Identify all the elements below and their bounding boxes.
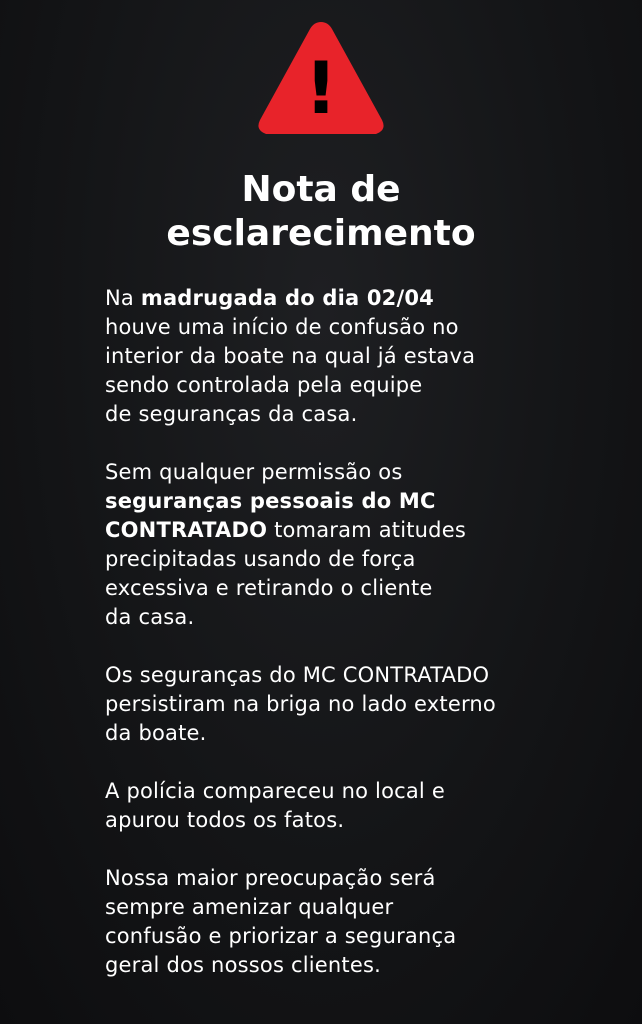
line-text: houve uma início de confusão no xyxy=(105,315,459,339)
statement-paragraph xyxy=(105,458,625,632)
warning-triangle-icon xyxy=(254,16,388,140)
paragraph-line xyxy=(105,313,625,342)
line-text: excessiva e retirando o cliente xyxy=(105,576,433,600)
line-text: de seguranças da casa. xyxy=(105,402,358,426)
statement-paragraph xyxy=(105,777,625,835)
line-text: da boate. xyxy=(105,721,207,745)
paragraph-line xyxy=(105,487,625,516)
line-text: persistiram na briga no lado externo xyxy=(105,692,496,716)
emphasized-text: seguranças pessoais do MC xyxy=(105,489,436,513)
paragraph-line xyxy=(105,574,625,603)
paragraph-line xyxy=(105,951,625,980)
emphasized-text: CONTRATADO xyxy=(105,518,268,542)
statement-paragraph xyxy=(105,864,625,980)
line-text: sempre amenizar qualquer xyxy=(105,895,394,919)
page-title xyxy=(0,168,642,256)
line-text: geral dos nossos clientes. xyxy=(105,953,381,977)
paragraph-line xyxy=(105,922,625,951)
line-text: confusão e priorizar a segurança xyxy=(105,924,457,948)
paragraph-line xyxy=(105,400,625,429)
paragraph-line xyxy=(105,458,625,487)
paragraph-line xyxy=(105,864,625,893)
line-text: sendo controlada pela equipe xyxy=(105,373,423,397)
paragraph-line xyxy=(105,806,625,835)
line-text: Sem qualquer permissão os xyxy=(105,460,403,484)
paragraph-line xyxy=(105,690,625,719)
paragraph-line xyxy=(105,284,625,313)
line-text: Nossa maior preocupação será xyxy=(105,866,436,890)
paragraph-line xyxy=(105,516,625,545)
paragraph-line xyxy=(105,371,625,400)
line-text: Os seguranças do MC CONTRATADO xyxy=(105,663,490,687)
line-text: apurou todos os fatos. xyxy=(105,808,345,832)
paragraph-line xyxy=(105,893,625,922)
title-line-2: esclarecimento xyxy=(166,213,476,254)
emphasized-text: madrugada do dia 02/04 xyxy=(140,286,434,310)
line-text: interior da boate na qual já estava xyxy=(105,344,476,368)
statement-paragraph xyxy=(105,284,625,429)
line-text: da casa. xyxy=(105,605,195,629)
paragraph-line xyxy=(105,342,625,371)
exclamation-mark: ! xyxy=(304,46,338,130)
statement-body xyxy=(105,284,625,1009)
line-text: A polícia compareceu no local e xyxy=(105,779,445,803)
title-line-1: Nota de xyxy=(241,169,401,210)
paragraph-line xyxy=(105,545,625,574)
paragraph-line xyxy=(105,719,625,748)
statement-paragraph xyxy=(105,661,625,748)
line-text: tomaram atitudes xyxy=(267,518,466,542)
paragraph-line xyxy=(105,603,625,632)
line-text: Na xyxy=(105,286,141,310)
paragraph-line xyxy=(105,661,625,690)
line-text: precipitadas usando de força xyxy=(105,547,416,571)
paragraph-line xyxy=(105,777,625,806)
